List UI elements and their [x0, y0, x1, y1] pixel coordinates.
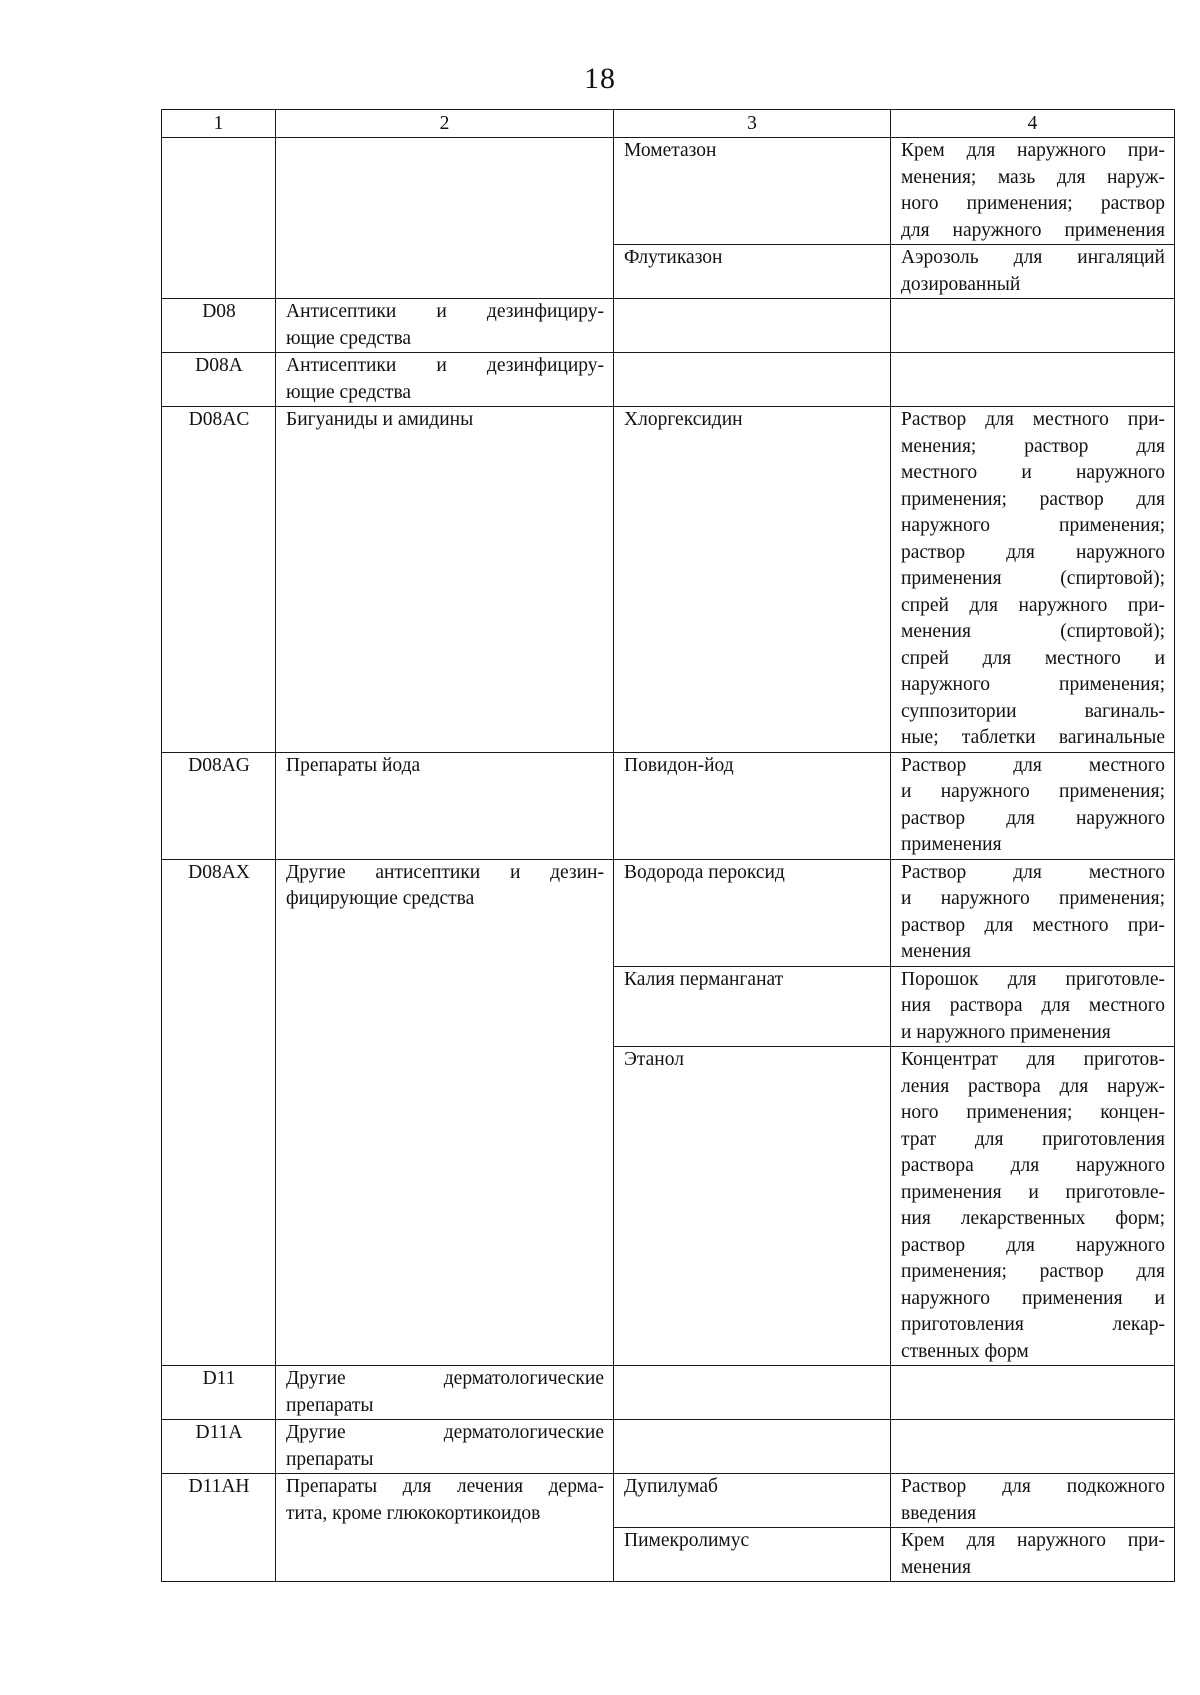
atc-code-cell: D08A: [162, 353, 276, 407]
dosage-form-line: наружного применения и: [901, 1287, 1165, 1309]
drug-name-cell: [614, 353, 891, 407]
atc-group-line: Препараты для лечения дерма-: [286, 1476, 604, 1497]
dosage-form-line: приготовления лекар-: [901, 1314, 1165, 1335]
dosage-form-cell: [891, 1047, 1175, 1366]
page-number: 18: [584, 62, 616, 95]
dosage-form-line: для наружного применения: [901, 219, 1165, 241]
table-row: [162, 353, 1175, 407]
dosage-form-cell: [891, 245, 1175, 299]
drug-name-cell: [614, 1420, 891, 1474]
atc-group-cell: [276, 1420, 614, 1474]
dosage-form-line: менения: [901, 941, 971, 962]
atc-code-cell: D08AX: [162, 859, 276, 1366]
drug-name-cell: Этанол: [614, 1047, 891, 1366]
column-header: 1: [162, 110, 276, 138]
atc-code-cell: D08AC: [162, 407, 276, 753]
dosage-form-cell: [891, 859, 1175, 966]
atc-group-line: Другие дерматологические: [286, 1422, 604, 1443]
column-header: 2: [276, 110, 614, 138]
atc-group-line: Другие антисептики и дезин-: [286, 861, 604, 883]
dosage-form-line: менения: [901, 1556, 971, 1578]
dosage-form-line: ного применения; раствор: [901, 193, 1165, 214]
table-row: [162, 407, 1175, 753]
dosage-form-line: раствор для наружного: [901, 541, 1165, 563]
dosage-form-line: местного и наружного: [901, 462, 1165, 483]
atc-group-line: ющие средства: [286, 327, 412, 349]
drug-name-cell: Водорода пероксид: [614, 859, 891, 966]
atc-group-line: фицирующие средства: [286, 888, 475, 909]
dosage-form-line: применения; раствор для: [901, 488, 1165, 510]
atc-code-cell: D11A: [162, 1420, 276, 1474]
drug-name-cell: Мометазон: [614, 138, 891, 245]
atc-code-cell: D08AG: [162, 752, 276, 859]
atc-group-cell: [276, 299, 614, 353]
table-row: [162, 138, 1175, 245]
drug-name-cell: Флутиказон: [614, 245, 891, 299]
dosage-form-line: наружного применения;: [901, 674, 1165, 695]
dosage-form-line: и наружного применения: [901, 1021, 1111, 1043]
dosage-form-line: Аэрозоль для ингаляций: [901, 247, 1165, 268]
dosage-form-line: суппозитории вагиналь-: [901, 700, 1165, 722]
atc-code-cell: D11AH: [162, 1474, 276, 1582]
atc-group-line: Антисептики и дезинфициру-: [286, 301, 604, 322]
dosage-form-line: наружного применения;: [901, 515, 1165, 536]
atc-group-line: ющие средства: [286, 381, 412, 403]
drug-name-cell: Калия перманганат: [614, 966, 891, 1047]
dosage-form-line: и наружного применения;: [901, 888, 1165, 909]
atc-group-line: Бигуаниды и амидины: [286, 409, 474, 430]
atc-group-line: тита, кроме глюкокортикоидов: [286, 1502, 541, 1524]
drug-name-cell: Повидон-йод: [614, 752, 891, 859]
atc-group-cell: [276, 859, 614, 1366]
dosage-form-line: менения; мазь для наруж-: [901, 166, 1165, 188]
table-row: [162, 1366, 1175, 1420]
dosage-form-line: Крем для наружного при-: [901, 1530, 1165, 1551]
atc-group-cell: [276, 1366, 614, 1420]
table-row: [162, 752, 1175, 859]
table-header-row: [162, 110, 1175, 138]
dosage-form-cell: [891, 299, 1175, 353]
atc-group-cell: [276, 1474, 614, 1582]
dosage-form-line: раствор для наружного: [901, 1234, 1165, 1256]
column-header: 4: [891, 110, 1175, 138]
dosage-form-cell: [891, 353, 1175, 407]
drug-name-cell: Пимекролимус: [614, 1528, 891, 1582]
dosage-form-line: трат для приготовления: [901, 1128, 1165, 1150]
dosage-form-line: раствора для наружного: [901, 1155, 1165, 1176]
dosage-form-line: ные; таблетки вагинальные: [901, 727, 1165, 748]
dosage-form-line: Раствор для подкожного: [901, 1476, 1165, 1497]
drug-name-cell: [614, 299, 891, 353]
table-row: [162, 859, 1175, 966]
dosage-form-line: спрей для местного и: [901, 647, 1165, 669]
table-row: [162, 299, 1175, 353]
dosage-form-line: Концентрат для приготов-: [901, 1049, 1165, 1070]
drug-name-cell: Дупилумаб: [614, 1474, 891, 1528]
atc-code-cell: [162, 138, 276, 299]
dosage-form-line: раствор для наружного: [901, 807, 1165, 829]
dosage-form-line: дозированный: [901, 273, 1021, 295]
atc-group-cell: [276, 752, 614, 859]
dosage-form-line: применения (спиртовой);: [901, 568, 1165, 589]
dosage-form-cell: [891, 966, 1175, 1047]
dosage-form-cell: [891, 138, 1175, 245]
dosage-form-cell: [891, 1474, 1175, 1528]
dosage-form-line: менения (спиртовой);: [901, 621, 1165, 642]
atc-group-line: препараты: [286, 1448, 374, 1470]
dosage-form-line: ния лекарственных форм;: [901, 1208, 1165, 1229]
dosage-form-line: и наружного применения;: [901, 781, 1165, 802]
atc-code-cell: D11: [162, 1366, 276, 1420]
dosage-form-cell: [891, 1528, 1175, 1582]
dosage-form-line: ного применения; концен-: [901, 1102, 1165, 1123]
atc-group-line: Антисептики и дезинфициру-: [286, 355, 604, 376]
dosage-form-line: ственных форм: [901, 1340, 1029, 1362]
dosage-form-cell: [891, 752, 1175, 859]
atc-group-line: Другие дерматологические: [286, 1368, 604, 1389]
drug-name-cell: [614, 1366, 891, 1420]
drug-classification-table: [161, 109, 1175, 1582]
dosage-form-line: применения: [901, 834, 1002, 855]
dosage-form-line: Раствор для местного при-: [901, 409, 1165, 430]
atc-group-line: Препараты йода: [286, 754, 421, 776]
dosage-form-cell: [891, 407, 1175, 753]
atc-group-cell: [276, 353, 614, 407]
dosage-form-line: ния раствора для местного: [901, 995, 1165, 1016]
dosage-form-line: применения и приготовле-: [901, 1181, 1165, 1203]
dosage-form-line: применения; раствор для: [901, 1261, 1165, 1282]
atc-group-cell: [276, 138, 614, 299]
dosage-form-line: введения: [901, 1502, 977, 1524]
table-row: [162, 1420, 1175, 1474]
dosage-form-line: менения; раствор для: [901, 435, 1165, 457]
dosage-form-line: Раствор для местного: [901, 861, 1165, 883]
dosage-form-line: спрей для наружного при-: [901, 594, 1165, 616]
dosage-form-line: ления раствора для наруж-: [901, 1075, 1165, 1097]
dosage-form-line: раствор для местного при-: [901, 914, 1165, 936]
dosage-form-line: Раствор для местного: [901, 754, 1165, 776]
drug-name-cell: Хлоргексидин: [614, 407, 891, 753]
dosage-form-line: Крем для наружного при-: [901, 140, 1165, 161]
dosage-form-cell: [891, 1366, 1175, 1420]
table-row: [162, 1474, 1175, 1528]
atc-code-cell: D08: [162, 299, 276, 353]
column-header: 3: [614, 110, 891, 138]
dosage-form-cell: [891, 1420, 1175, 1474]
atc-group-cell: [276, 407, 614, 753]
atc-group-line: препараты: [286, 1394, 374, 1416]
dosage-form-line: Порошок для приготовле-: [901, 968, 1165, 990]
